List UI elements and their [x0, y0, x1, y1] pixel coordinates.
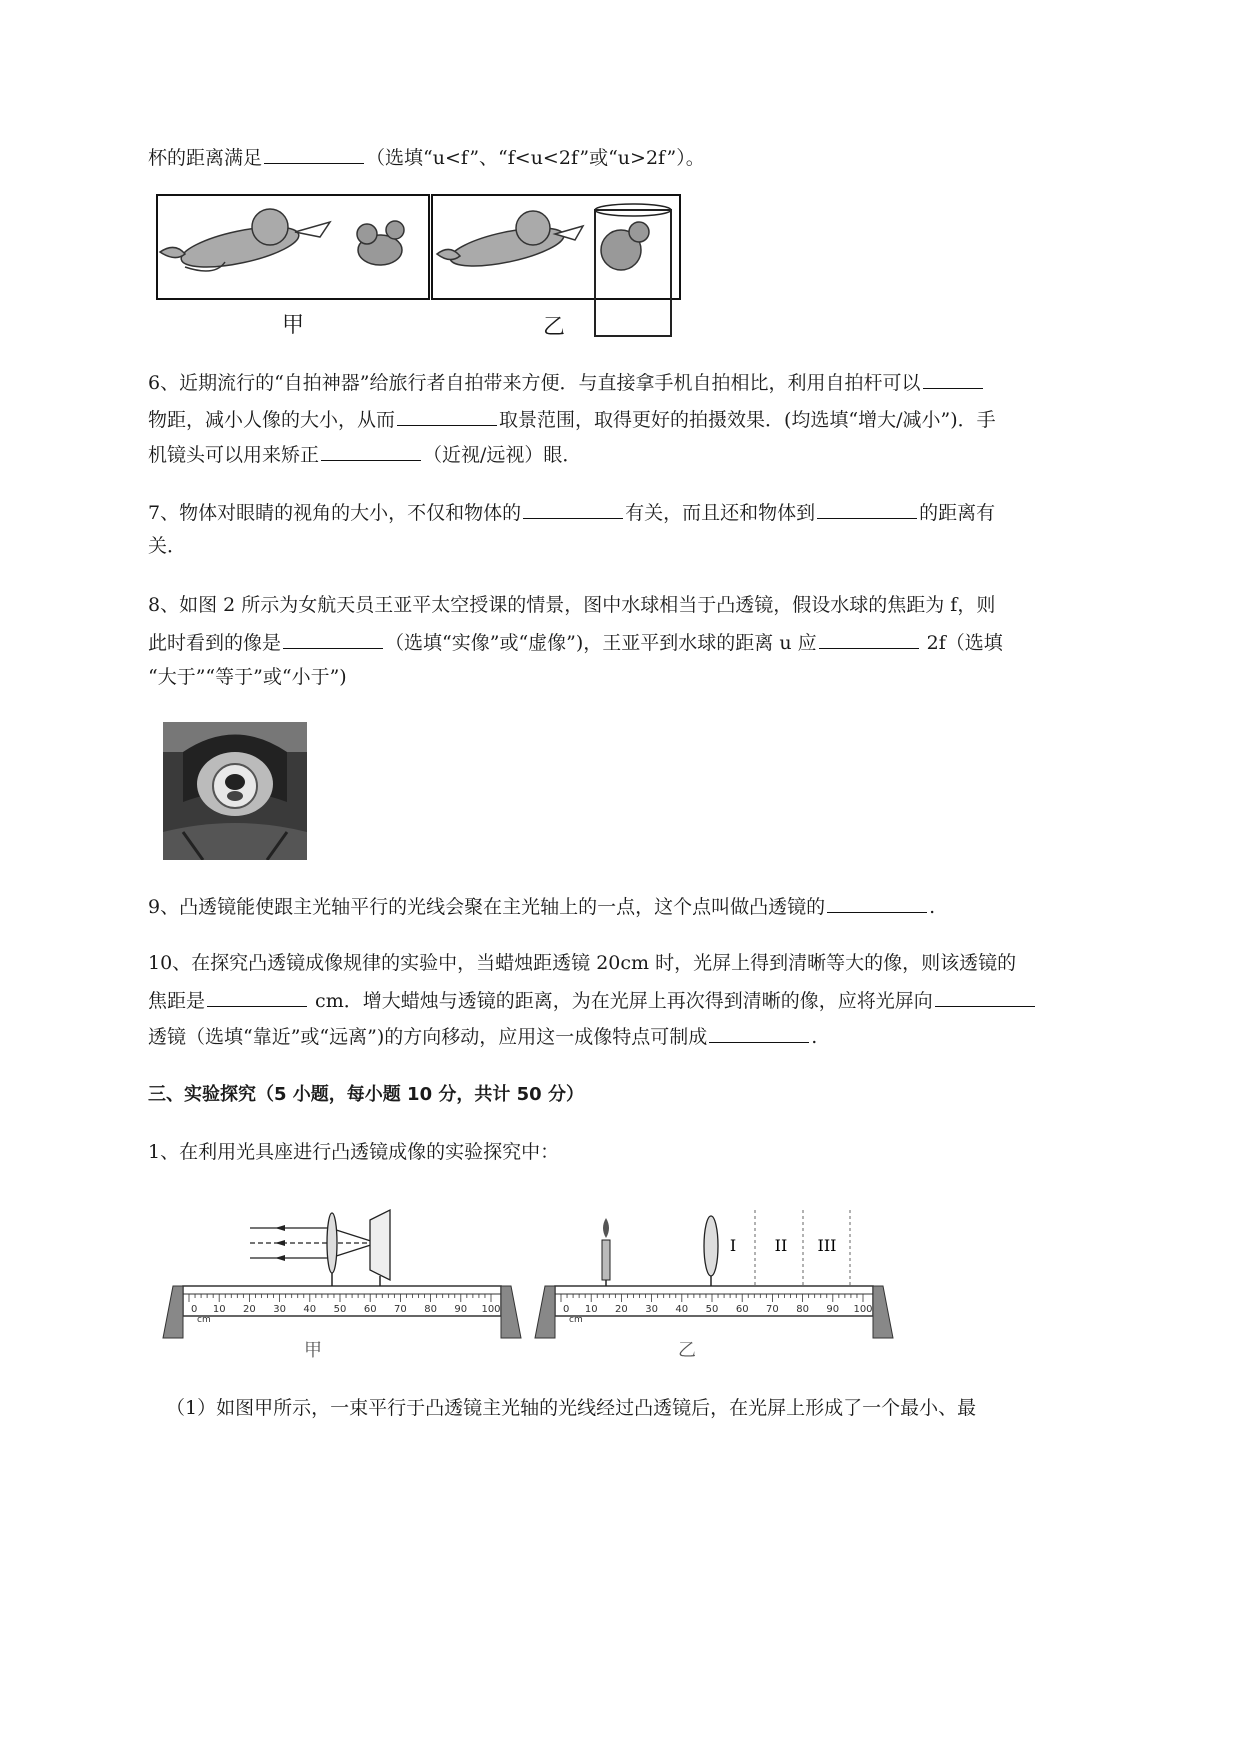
ruler-tick-label: 50	[705, 1304, 719, 1315]
question-7-line-1: 7、物体对眼睛的视角的大小，不仅和物体的 有关，而且还和物体到 的距离有	[148, 498, 995, 526]
ruler-unit: cm	[569, 1315, 583, 1325]
optical-bench-figure	[155, 1198, 1055, 1368]
question-6-line-1: 6、近期流行的“自拍神器”给旅行者自拍带来方便．与直接拿手机自拍相比，利用自拍杆可以	[148, 368, 985, 396]
region-label: II	[774, 1236, 788, 1255]
region-label: III	[817, 1236, 837, 1255]
answer-blank[interactable]	[923, 368, 983, 389]
answer-blank[interactable]	[523, 498, 623, 519]
ruler-tick-label: 20	[615, 1304, 628, 1315]
figure-caption-right: 乙	[543, 315, 566, 340]
ruler-tick-label: 10	[584, 1304, 598, 1315]
question-8-line-2: 此时看到的像是 （选填“实像”或“虚像”)，王亚平到水球的距离 u 应 2f（选填	[148, 628, 1003, 656]
answer-blank[interactable]	[935, 986, 1035, 1007]
answer-blank[interactable]	[321, 440, 421, 461]
ruler-tick-label: 100	[481, 1304, 501, 1315]
question-10-line-1: 10、在探究凸透镜成像规律的实验中，当蜡烛距透镜 20cm 时，光屏上得到清晰等大的像，则该透镜的	[148, 952, 1017, 974]
answer-blank[interactable]	[397, 405, 497, 426]
figure-caption-left: 甲	[304, 1340, 322, 1361]
ruler-tick-label: 10	[212, 1304, 226, 1315]
ruler-tick-label: 80	[424, 1304, 437, 1315]
convex-lens	[327, 1213, 337, 1273]
ruler-tick-label: 0	[563, 1304, 570, 1315]
experiment-1-subquestion-1: （1）如图甲所示，一束平行于凸透镜主光轴的光线经过凸透镜后，在光屏上形成了一个最小、最	[166, 1397, 977, 1419]
answer-blank[interactable]	[709, 1022, 809, 1043]
answer-blank[interactable]	[264, 143, 364, 164]
answer-blank[interactable]	[827, 892, 927, 913]
ruler-tick-label: 20	[243, 1304, 256, 1315]
ruler-unit: cm	[197, 1315, 211, 1325]
answer-blank[interactable]	[283, 628, 383, 649]
ruler-tick-label: 70	[394, 1304, 407, 1315]
ruler-tick-label: 90	[826, 1304, 840, 1315]
ruler-tick-label: 80	[796, 1304, 809, 1315]
question-10-line-2: 焦距是 cm．增大蜡烛与透镜的距离，为在光屏上再次得到清晰的像，应将光屏向	[148, 986, 1037, 1014]
q5-line: 杯的距离满足 （选填“u<f”、“f<u<2f”或“u>2f”）。	[148, 143, 705, 171]
question-8-line-1: 8、如图 2 所示为女航天员王亚平太空授课的情景，图中水球相当于凸透镜，假设水球的焦距为 f，则	[148, 594, 996, 616]
figure-caption-left: 甲	[282, 313, 305, 338]
ruler-tick-label: 90	[454, 1304, 468, 1315]
question-6-line-2: 物距，减小人像的大小，从而 取景范围，取得更好的拍摄效果．(均选填“增大/减小”)．手	[148, 405, 996, 433]
optical-bench-left	[163, 1210, 521, 1338]
question-7-line-2: 关．	[148, 535, 187, 557]
ruler-tick-label: 60	[363, 1304, 377, 1315]
ruler-tick-label: 70	[766, 1304, 779, 1315]
ruler-tick-label: 30	[645, 1304, 658, 1315]
light-screen	[370, 1210, 390, 1280]
section-3-heading: 三、实验探究（5 小题，每小题 10 分，共计 50 分）	[148, 1084, 584, 1105]
cat-mouse-figure	[155, 192, 685, 342]
ruler-tick-label: 50	[333, 1304, 347, 1315]
answer-blank[interactable]	[817, 498, 917, 519]
answer-blank[interactable]	[819, 628, 919, 649]
candle-icon	[602, 1218, 610, 1286]
question-10-line-3: 透镜（选填“靠近”或“远离”)的方向移动，应用这一成像特点可制成 .	[148, 1022, 817, 1050]
ruler-tick-label: 100	[853, 1304, 873, 1315]
question-9-line: 9、凸透镜能使跟主光轴平行的光线会聚在主光轴上的一点，这个点叫做凸透镜的 .	[148, 892, 935, 920]
figure-caption-right: 乙	[678, 1340, 696, 1361]
ruler-tick-label: 60	[735, 1304, 749, 1315]
ruler-tick-label: 30	[273, 1304, 286, 1315]
region-label: I	[729, 1236, 737, 1255]
ruler-tick-label: 40	[675, 1304, 689, 1315]
optical-bench-right	[535, 1210, 893, 1338]
convex-lens	[704, 1216, 718, 1276]
question-6-line-3: 机镜头可以用来矫正 （近视/远视）眼．	[148, 440, 581, 468]
answer-blank[interactable]	[207, 986, 307, 1007]
ruler-tick-label: 40	[303, 1304, 317, 1315]
experiment-1-intro: 1、在利用光具座进行凸透镜成像的实验探究中：	[148, 1141, 560, 1163]
astronaut-water-ball-photo	[163, 722, 307, 860]
ruler-tick-label: 0	[191, 1304, 198, 1315]
question-8-line-3: “大于”“等于”或“小于”)	[148, 666, 347, 688]
